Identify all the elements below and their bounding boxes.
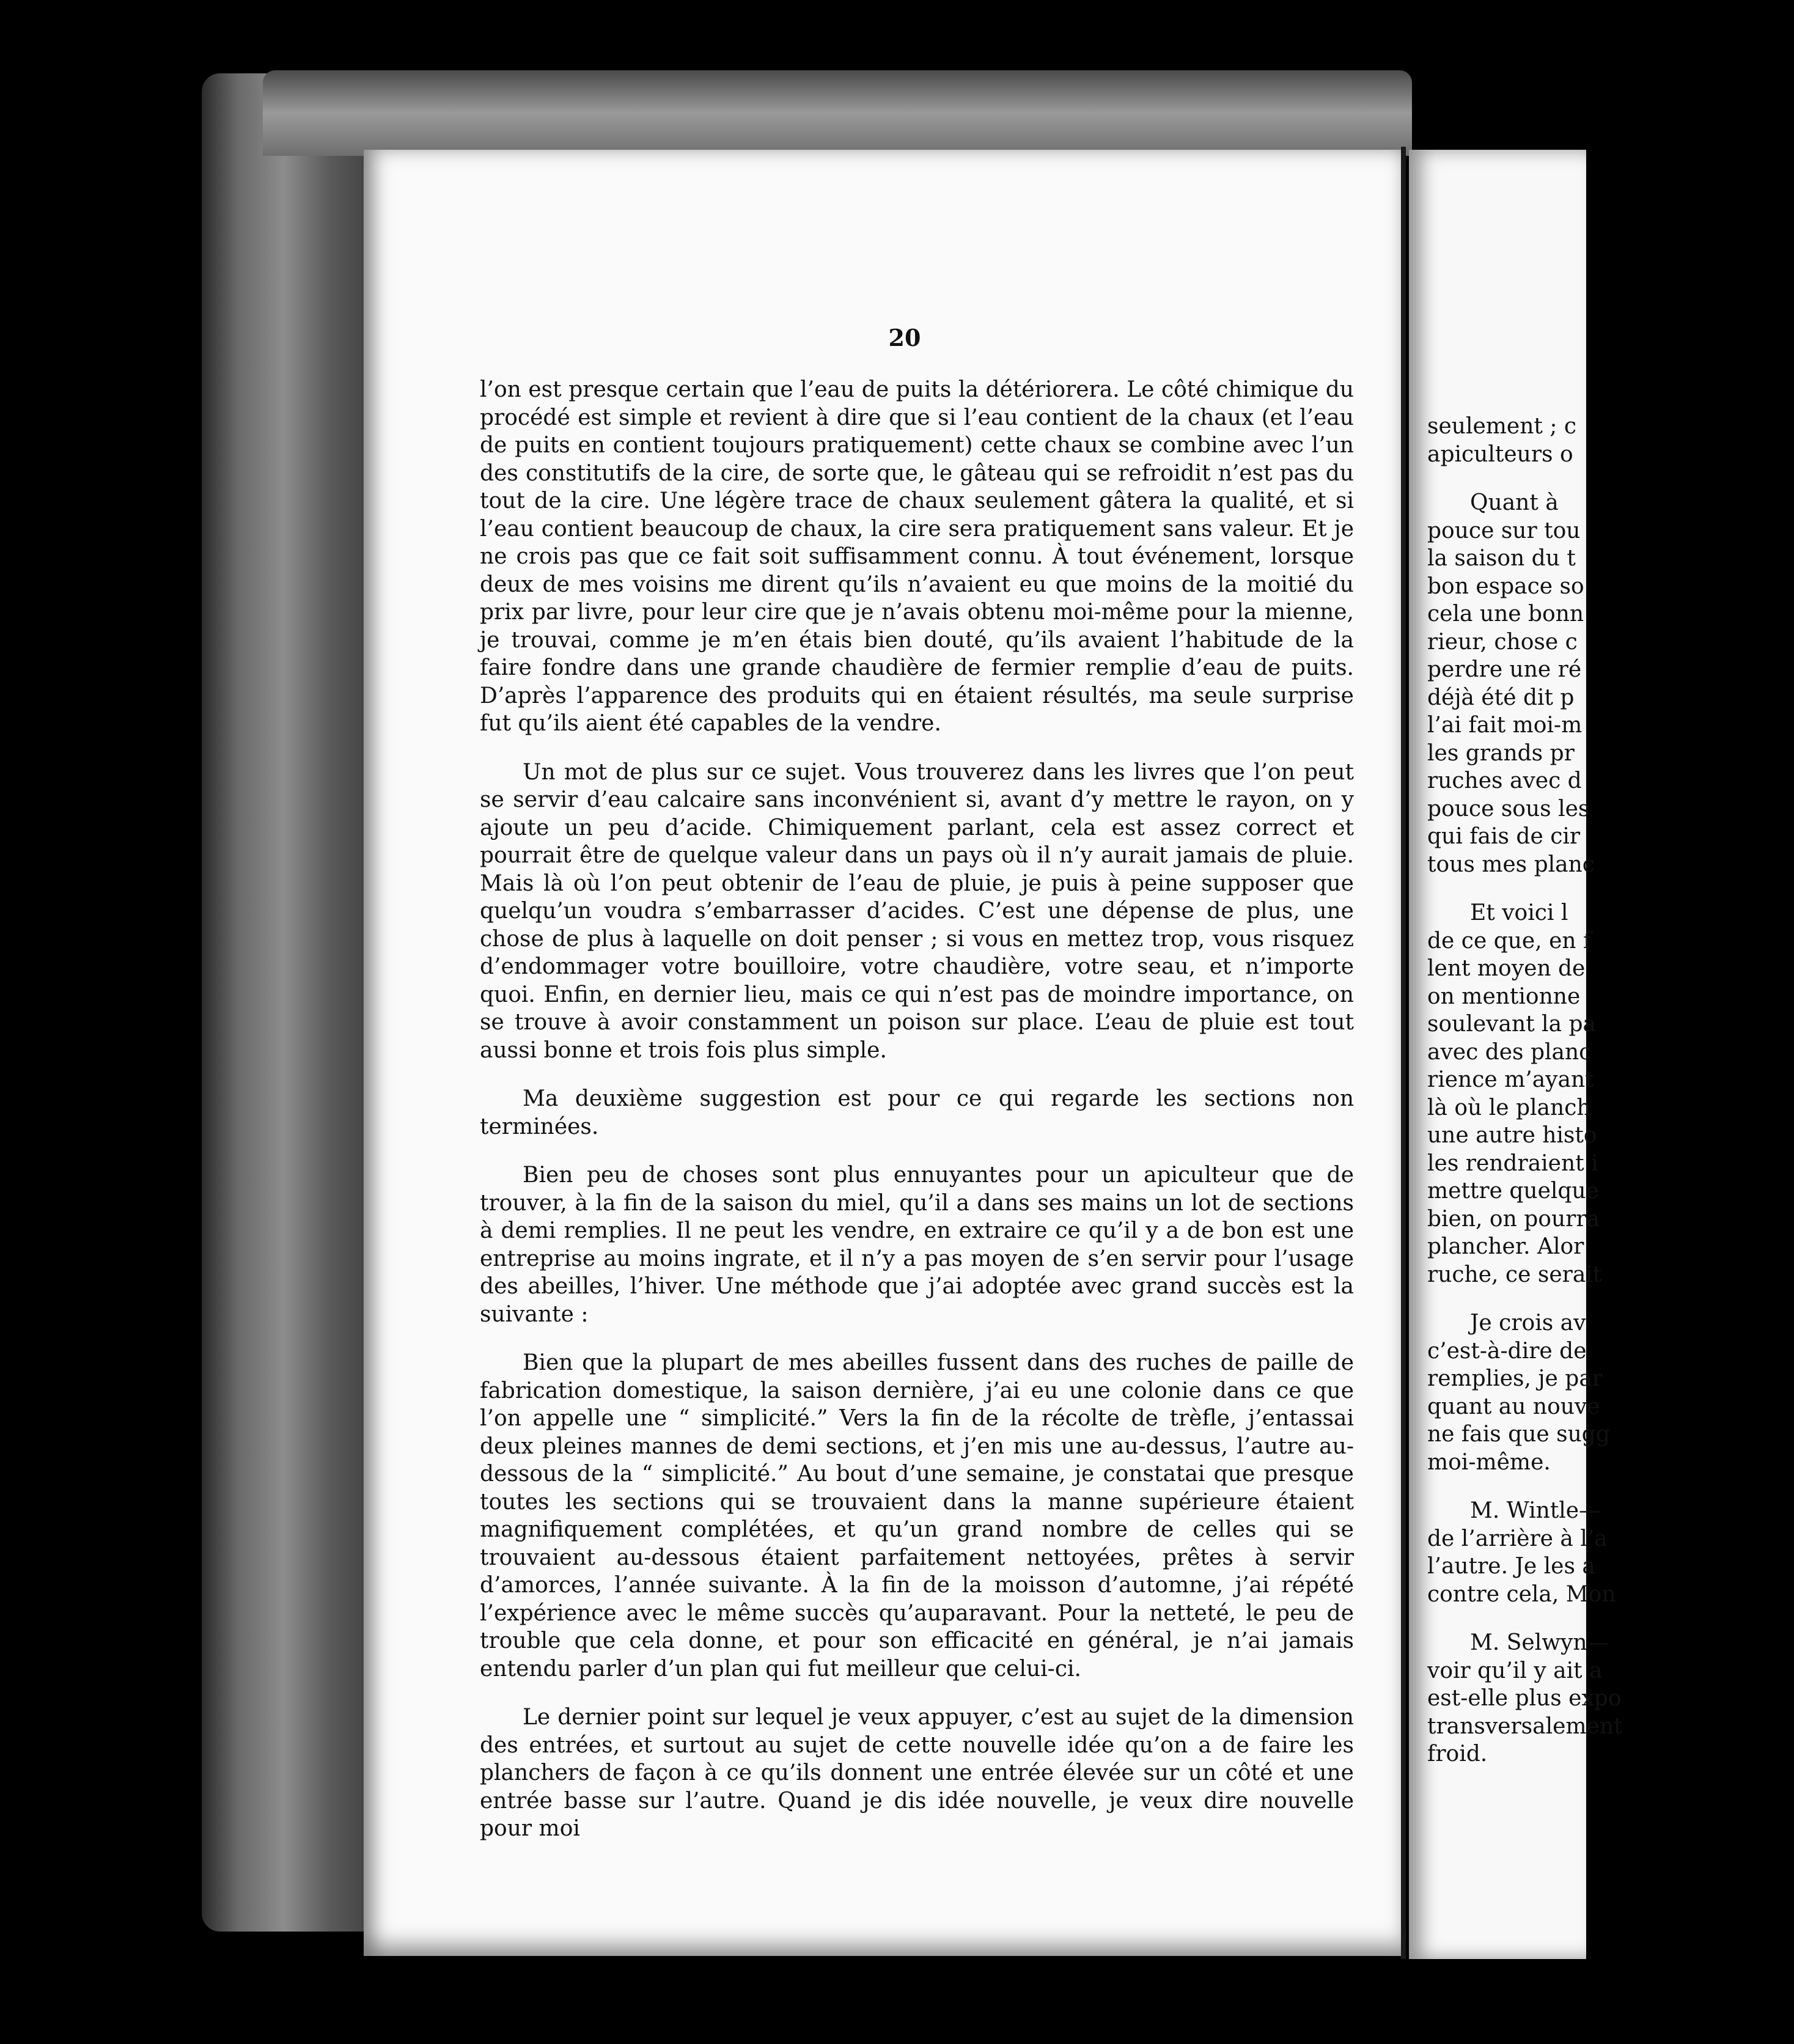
book-spine-edge	[202, 73, 385, 1932]
text-line: déjà été dit p	[1427, 685, 1575, 710]
text-line: cela une bonn	[1427, 601, 1584, 627]
text-line: on mentionne	[1427, 983, 1581, 1009]
left-page	[364, 150, 1403, 1956]
text-line: pouce sur tou	[1427, 518, 1581, 543]
text-line: Je crois av	[1470, 1311, 1586, 1336]
text-line: apiculteurs o	[1427, 441, 1573, 467]
text-line: perdre une ré	[1427, 657, 1582, 682]
text-line: voir qu’il y ait a	[1427, 1658, 1603, 1683]
right-paragraph	[1427, 899, 1794, 1289]
text-line: bon espace so	[1427, 573, 1584, 599]
text-line: transversalement	[1427, 1713, 1623, 1739]
text-line: qui fais de cir	[1427, 824, 1581, 849]
book-top-edge	[263, 70, 1412, 156]
text-line: les rendraient i	[1427, 1150, 1598, 1176]
text-line: avec des planc	[1427, 1039, 1592, 1065]
text-line: c’est-à-dire de	[1427, 1338, 1587, 1364]
text-line: rieur, chose c	[1427, 629, 1578, 655]
right-paragraph	[1427, 1629, 1794, 1768]
text-line: de l’arrière à l’a	[1427, 1526, 1608, 1551]
right-page-partial	[1409, 150, 1623, 1959]
right-paragraph	[1427, 413, 1794, 468]
left-page-text	[480, 376, 1354, 1864]
text-line: quant au nouve	[1427, 1394, 1600, 1419]
text-line: ne fais que sugg	[1427, 1422, 1610, 1447]
text-line: pouce sous les	[1427, 796, 1590, 822]
text-line: là où le planch	[1427, 1095, 1591, 1120]
paragraph: Un mot de plus sur ce sujet. Vous trouverez dans les livres que l’on peut se servir d’eau calcaire sans inconvénient si, avant d’y mettre le rayon, on y ajoute un peu d’acide. Chimiquement parlant, cela est assez correct et pourrait être de quelque valeur dans un pays où il n’y aurait jamais de pluie. Mais là où l’on peut obtenir de l’eau de pluie, je puis à peine supposer que quelqu’un voudra s’embarrasser d’acides. C’est une dépense de plus, une chose de plus à laquelle on doit penser ; si vous en mettez trop, vous risquez d’endommager votre bouilloire, votre chaudière, votre seau, et n’importe quoi. Enfin, en dernier lieu, mais ce qui n’est pas de moindre importance, on se trouve à avoir constamment un poison sur place. L’eau de pluie est tout aussi bonne et trois fois plus simple.	[480, 759, 1354, 1063]
text-line: est-elle plus expo	[1427, 1686, 1622, 1711]
text-line: M. Wintle—	[1470, 1498, 1601, 1523]
text-line: bien, on pourra	[1427, 1206, 1600, 1232]
right-paragraph	[1427, 489, 1794, 878]
text-line: Et voici l	[1470, 900, 1568, 925]
paragraph: Bien peu de choses sont plus ennuyantes pour un apiculteur que de trouver, à la fin de la saison du miel, qu’il a dans ses mains un lot de sections à demi remplies. Il ne peut les vendre, en extraire ce qu’il y a de bon est une entreprise au moins ingrate, et il n’y a pas moyen de s’en servir pour l’usage des abeilles, l’hiver. Une méthode que j’ai adoptée avec grand succès est la suivante :	[480, 1163, 1354, 1327]
paragraph: Le dernier point sur lequel je veux appuyer, c’est au sujet de la dimension des entrées, et surtout au sujet de cette nouvelle idée qu’on a de faire les planchers de façon à ce qu’ils donnent une entrée élevée sur un côté et une entrée basse sur l’autre. Quand je dis idée nouvelle, je veux dire nouvelle pour moi	[480, 1705, 1354, 1841]
text-line: M. Selwyn—	[1470, 1630, 1609, 1655]
text-line: ruche, ce serait	[1427, 1262, 1602, 1287]
right-page-text	[1427, 413, 1794, 1789]
paragraph: Ma deuxième suggestion est pour ce qui regarde les sections non terminées.	[480, 1086, 1354, 1139]
right-paragraph	[1427, 1497, 1794, 1608]
text-line: de ce que, en f	[1427, 928, 1592, 954]
text-line: Quant à	[1470, 490, 1559, 515]
right-paragraph	[1427, 1309, 1794, 1476]
text-line: remplies, je par	[1427, 1366, 1603, 1391]
paragraph: Bien que la plupart de mes abeilles fussent dans des ruches de paille de fabrication domestique, la saison dernière, j’ai eu une colonie dans ce que l’on appelle une “ simplicité.” Vers la fin de la récolte de trèfle, j’entassai deux pleines mannes de demi sections, et j’en mis une au-dessus, l’autre au-dessous de la “ simplicité.” Au bout d’une semaine, je constatai que presque toutes les sections qui se trouvaient dans la manne supérieure étaient magnifiquement complétées, et qu’un grand nombre de celles qui se trouvaient au-dessous étaient parfaitement nettoyées, prêtes à servir d’amorces, l’année suivante. À la fin de la moisson d’automne, j’ai répété l’expérience avec le même succès qu’auparavant. Pour la netteté, le peu de trouble que cela donne, et pour son efficacité en général, je n’ai jamais entendu parler d’un plan qui fut meilleur que celui-ci.	[480, 1350, 1354, 1682]
text-line: l’ai fait moi-m	[1427, 713, 1583, 738]
gutter-divider	[1401, 147, 1406, 1959]
text-line: les grands pr	[1427, 740, 1575, 766]
text-line: plancher. Alor	[1427, 1234, 1584, 1259]
text-line: froid.	[1427, 1741, 1488, 1766]
text-line: rience m’ayant	[1427, 1067, 1594, 1092]
text-line: ruches avec d	[1427, 768, 1582, 793]
text-line: soulevant la pa	[1427, 1012, 1596, 1037]
text-line: tous mes planc	[1427, 851, 1595, 877]
text-line: moi-même.	[1427, 1449, 1551, 1475]
text-line: une autre histo	[1427, 1123, 1597, 1148]
text-line: l’autre. Je les a	[1427, 1554, 1595, 1579]
page-number: 20	[888, 324, 921, 351]
text-line: la saison du t	[1427, 546, 1576, 571]
text-line: mettre quelque	[1427, 1178, 1599, 1204]
text-line: seulement ; c	[1427, 414, 1577, 439]
text-line: lent moyen de	[1427, 956, 1586, 981]
text-line: contre cela, Mon	[1427, 1581, 1616, 1607]
paragraph: l’on est presque certain que l’eau de puits la détériorera. Le côté chimique du procédé est simple et revient à dire que si l’eau contient de la chaux (et l’eau de puits en contient toujours pratiquement) cette chaux se combine avec l’un des constitutifs de la cire, de sorte que, le gâteau qui se refroidit n’est pas du tout de la cire. Une légère trace de chaux seulement gâtera la qualité, et si l’eau contient beaucoup de chaux, la cire sera pratiquement sans valeur. Et je ne crois pas que ce fait soit suffisamment connu. À tout événement, lorsque deux de mes voisins me dirent qu’ils n’avaient eu que moins de la moitié du prix par livre, pour leur cire que je n’avais obtenu moi-même pour la mienne, je trouvai, comme je m’en étais bien douté, qu’ils avaient l’habitude de la faire fondre dans une grande chaudière de fermier remplie d’eau de puits. D’après l’apparence des produits qui en étaient résultés, ma seule surprise fut qu’ils aient été capables de la vendre.	[480, 377, 1354, 736]
